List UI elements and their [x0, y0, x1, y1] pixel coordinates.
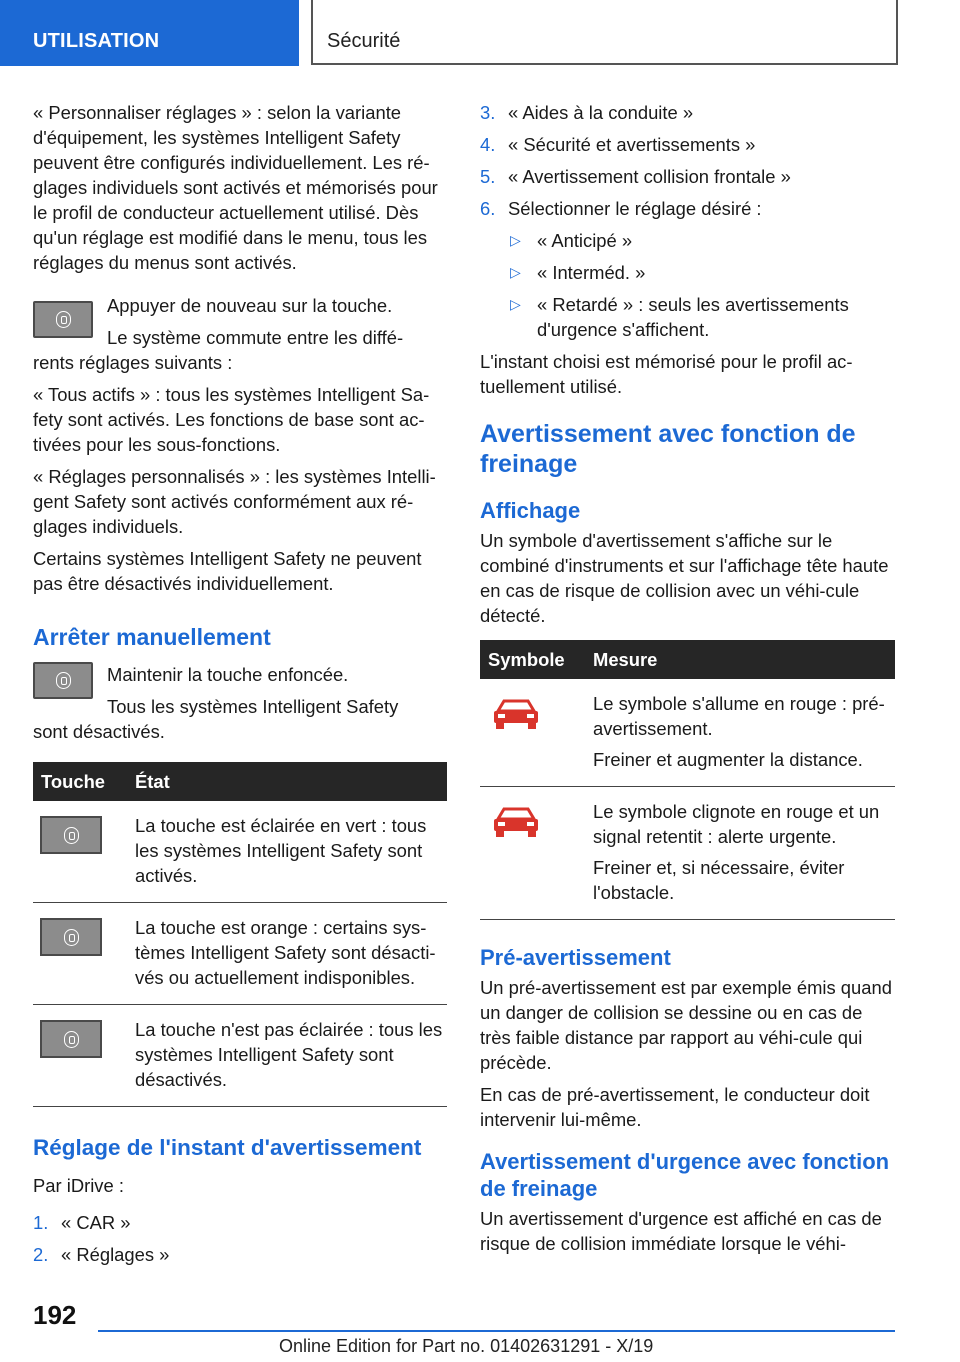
table-header-key: Touche	[33, 762, 127, 801]
all-deactivated-text-cont: sont désactivés.	[33, 721, 165, 742]
symbol-table	[480, 640, 895, 920]
pre-warning-driver-paragraph: En cas de pré-avertissement, le conducteur doit intervenir lui-même.	[480, 1084, 870, 1130]
triangle-bullet-icon: ▷	[510, 296, 521, 312]
table-cell: Le symbole clignote en rouge et un signal retentit : alerte urgente.	[593, 801, 880, 847]
triangle-bullet-icon: ▷	[510, 264, 521, 280]
table-row	[33, 1005, 447, 1107]
list-item: ▷ « Interméd. »	[510, 262, 646, 283]
page-number: 192	[33, 1300, 77, 1330]
saved-paragraph: L'instant choisi est mémorisé pour le profil ac-tuellement utilisé.	[480, 351, 853, 397]
footer-divider	[98, 1330, 895, 1332]
list-item: 1. « CAR »	[33, 1212, 131, 1233]
heading-display: Affichage	[480, 498, 581, 523]
idrive-label: Par iDrive :	[33, 1175, 124, 1196]
pre-warning-paragraph: Un pré-avertissement est par exemple émis quand un danger de collision se dessine ou en cas de très faible distance par rapport au véhi-cule qui précède.	[480, 977, 892, 1073]
intro-paragraph: « Personnaliser réglages » : selon la variante d'équipement, les systèmes Intelligent Safety peuvent être configurés individuellement. Les ré-glages individuels sont activés et mémorisés pour le profil de conducteur actuellement utilisé. Dès qu'un réglage est modifié dans le menu, tous les réglages du menus sont activés.	[33, 102, 438, 273]
certain-systems-paragraph: Certains systèmes Intelligent Safety ne peuvent pas être désactivés individuellement.	[33, 548, 422, 594]
chapter-title: UTILISATION	[33, 30, 160, 52]
list-item: ▷ « Anticipé »	[510, 230, 633, 251]
car-warning-icon	[492, 805, 540, 839]
system-toggles-text: Le système commute entre les diffé-	[107, 327, 404, 348]
list-item: 5. « Avertissement collision frontale »	[480, 166, 791, 187]
heading-brake-warning: Avertissement avec fonction de freinage	[480, 420, 856, 478]
intelligent-safety-button-icon	[33, 301, 93, 338]
right-column	[480, 100, 895, 1263]
heading-pre-warning: Pré-avertissement	[480, 945, 671, 970]
press-again-block	[33, 293, 447, 375]
triangle-bullet-icon: ▷	[510, 232, 521, 248]
table-cell: Freiner et, si nécessaire, éviter l'obstacle.	[593, 857, 845, 903]
left-column	[33, 100, 447, 1274]
chapter-tab	[0, 0, 299, 66]
table-cell: La touche n'est pas éclairée : tous les systèmes Intelligent Safety sont désactivés.	[135, 1019, 443, 1090]
list-item: 6. Sélectionner le réglage désiré :	[480, 198, 762, 219]
table-header-state: État	[127, 762, 447, 801]
steps-list-right	[480, 100, 895, 221]
table-cell: La touche est orange : certains sys-tèmes Intelligent Safety sont désacti-vés ou actuellement indisponibles.	[135, 917, 436, 988]
table-cell: Freiner et augmenter la distance.	[593, 749, 863, 770]
list-item: 4. « Sécurité et avertissements »	[480, 134, 756, 155]
all-active-paragraph: « Tous actifs » : tous les systèmes Intelligent Sa-fety sont activés. Les fonctions de base sont ac-tivées pour les sous-fonctions.	[33, 384, 430, 455]
table-cell: La touche est éclairée en vert : tous les systèmes Intelligent Safety sont activés.	[135, 815, 427, 886]
table-row	[33, 801, 447, 903]
table-header-measure: Mesure	[585, 640, 895, 679]
intelligent-safety-button-icon	[33, 662, 93, 699]
hold-text: Maintenir la touche enfoncée.	[107, 664, 349, 685]
table-row	[33, 903, 447, 1005]
button-orange-icon	[40, 918, 102, 956]
steps-list-left	[33, 1210, 447, 1267]
list-item: ▷ « Retardé » : seuls les avertissements d'urgence s'affichent.	[510, 294, 849, 340]
options-list	[480, 228, 895, 342]
table-row	[480, 679, 895, 787]
display-paragraph: Un symbole d'avertissement s'affiche sur le combiné d'instruments et sur l'affichage tête haute en cas de risque de collision avec un véhi-cule détecté.	[480, 530, 889, 626]
all-deactivated-text: Tous les systèmes Intelligent Safety	[107, 696, 399, 717]
personalized-paragraph: « Réglages personnalisés » : les systèmes Intelli-gent Safety sont activés conformément aux ré-glages individuels.	[33, 466, 436, 537]
button-green-icon	[40, 816, 102, 854]
table-row	[480, 787, 895, 920]
section-title: Sécurité	[327, 30, 401, 52]
edition-note: Online Edition for Part no. 01402631291 - X/19	[279, 1336, 654, 1356]
car-warning-icon	[492, 697, 540, 731]
list-item: 2. « Réglages »	[33, 1244, 170, 1265]
heading-urgent-warning: Avertissement d'urgence avec fonction de freinage	[480, 1149, 890, 1201]
list-item: 3. « Aides à la conduite »	[480, 102, 694, 123]
button-off-icon	[40, 1020, 102, 1058]
hold-block	[33, 662, 447, 744]
table-cell: Le symbole s'allume en rouge : pré-avertissement.	[593, 693, 885, 739]
press-again-text: Appuyer de nouveau sur la touche.	[107, 295, 393, 316]
key-status-table	[33, 762, 447, 1107]
heading-warning-timing: Réglage de l'instant d'avertissement	[33, 1135, 422, 1160]
system-toggles-text-cont: rents réglages suivants :	[33, 352, 233, 373]
section-tab	[311, 0, 898, 65]
heading-stop-manually: Arrêter manuellement	[33, 624, 271, 650]
table-header-symbol: Symbole	[480, 640, 585, 679]
urgent-warning-paragraph: Un avertissement d'urgence est affiché en cas de risque de collision immédiate lorsque le véhi-	[480, 1208, 882, 1254]
